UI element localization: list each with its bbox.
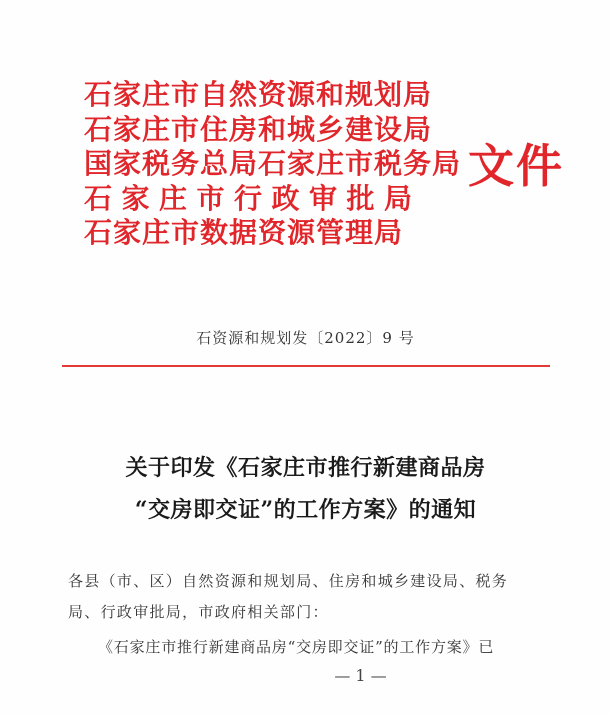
paragraph-line: 《石家庄市推行新建商品房“交房即交证”的工作方案》已 (98, 638, 495, 656)
title-line: 关于印发《石家庄市推行新建商品房 (125, 455, 486, 481)
issuer-name: 石家庄市数据资源管理局 (84, 216, 404, 249)
addressee-line: 各县（市、区）自然资源和规划局、住房和城乡建设局、税务 (68, 572, 509, 590)
issuer-name: 石家庄市住房和城乡建设局 (84, 112, 433, 146)
issuer-name: 石家庄市自然资源和规划局 (84, 78, 433, 111)
issuer-name: 国家税务总局石家庄市税务局 (84, 147, 462, 180)
notice-title (0, 447, 611, 531)
document-number: 石资源和规划发〔2022〕9 号 (196, 329, 415, 347)
body-text (68, 566, 554, 663)
issuer-name: 石家庄市行政审批局 (84, 181, 422, 215)
title-line: “交房即交证”的工作方案》的通知 (134, 497, 477, 523)
issuer-block (84, 78, 464, 251)
page-number: — 1 — (334, 666, 387, 685)
document-word: 文件 (468, 139, 564, 193)
red-divider (62, 365, 550, 367)
addressee-line: 局、行政审批局，市政府相关部门： (68, 603, 329, 621)
